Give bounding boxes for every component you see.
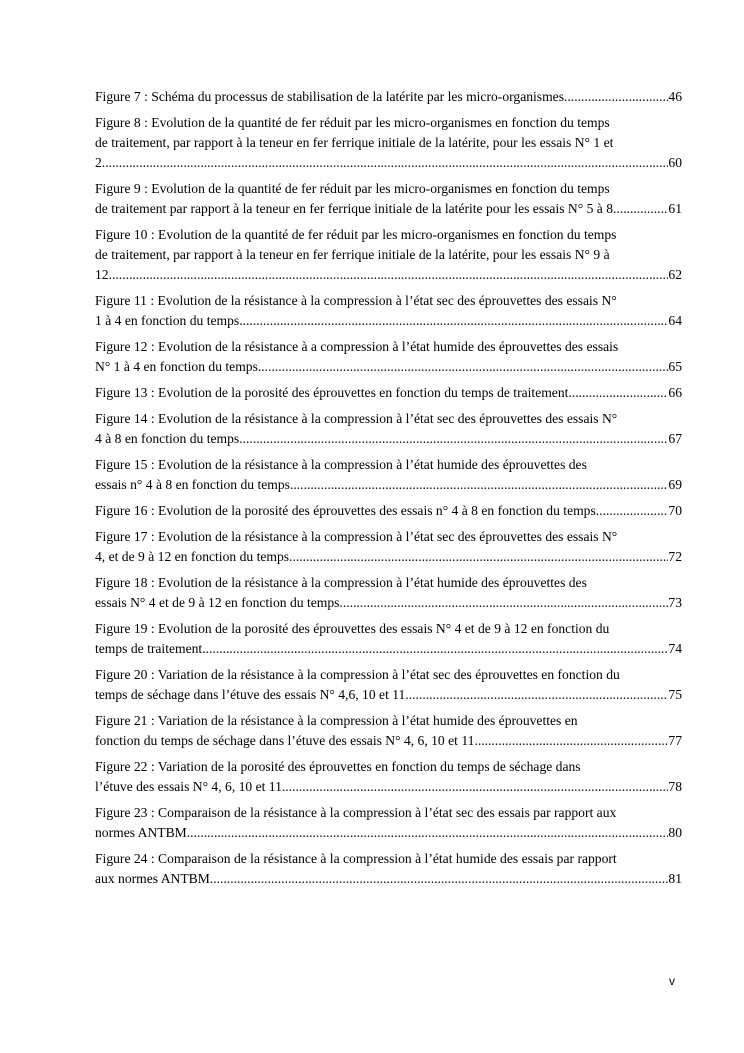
toc-entry[interactable] <box>95 87 682 107</box>
dot-leader <box>568 383 668 403</box>
toc-entry-text: 2. <box>95 155 106 170</box>
page-number: v <box>669 974 675 988</box>
dot-leader <box>258 357 669 377</box>
dot-leader <box>405 685 668 705</box>
dot-leader <box>187 823 669 843</box>
toc-page-number: 75 <box>668 687 682 702</box>
toc-entry-text: Figure 12 : Evolution de la résistance à a compression à l’état humide des éprouvettes des essais <box>95 339 619 354</box>
toc-entry-text: Figure 15 : Evolution de la résistance à la compression à l’état humide des éprouvettes des <box>95 457 587 472</box>
toc-entry[interactable] <box>95 803 682 843</box>
dot-leader <box>289 547 668 567</box>
dot-leader <box>290 475 668 495</box>
list-of-figures <box>95 87 682 895</box>
toc-page-number: 77 <box>668 733 682 748</box>
toc-entry-text: de traitement par rapport à la teneur en fer ferrique initiale de la latérite pour les essais N° 5 à 8 <box>95 201 613 216</box>
toc-entry-text: Figure 16 : Evolution de la porosité des éprouvettes des essais n° 4 à 8 en fonction du temps <box>95 503 596 518</box>
toc-page-number: 61 <box>668 201 682 216</box>
toc-entry-text: Figure 19 : Evolution de la porosité des éprouvettes des essais N° 4 et de 9 à 12 en fonction du <box>95 621 610 636</box>
toc-page-number: 70 <box>668 503 682 518</box>
dot-leader <box>474 731 668 751</box>
toc-entry-text: 4 à 8 en fonction du temps <box>95 431 240 446</box>
toc-entry-text: temps de séchage dans l’étuve des essais N° 4,6, 10 et 11 <box>95 687 406 702</box>
toc-entry-text: Figure 18 : Evolution de la résistance à la compression à l’état humide des éprouvettes des <box>95 575 587 590</box>
toc-entry-text: essais n° 4 à 8 en fonction du temps <box>95 477 290 492</box>
toc-entry-text: Figure 13 : Evolution de la porosité des éprouvettes en fonction du temps de traitement <box>95 385 569 400</box>
toc-entry[interactable] <box>95 337 682 377</box>
toc-entry[interactable] <box>95 665 682 705</box>
toc-entry-text: Figure 22 : Variation de la porosité des éprouvettes en fonction du temps de séchage dans <box>95 759 581 774</box>
toc-page-number: 66 <box>668 385 682 400</box>
toc-page-number: 62 <box>668 267 682 282</box>
dot-leader <box>613 199 668 219</box>
toc-page-number: 81 <box>668 871 682 886</box>
toc-entry-text: Figure 23 : Comparaison de la résistance à la compression à l’état sec des essais par rapport aux <box>95 805 617 820</box>
toc-entry-text: essais N° 4 et de 9 à 12 en fonction du temps <box>95 595 340 610</box>
toc-entry[interactable] <box>95 455 682 495</box>
toc-entry[interactable] <box>95 527 682 567</box>
toc-page-number: 74 <box>668 641 682 656</box>
toc-entry-text: Figure 20 : Variation de la résistance à la compression à l’état sec des éprouvettes en fonction du <box>95 667 620 682</box>
toc-entry-text: de traitement, par rapport à la teneur en fer ferrique initiale de la latérite, pour les essais N° 9 à <box>95 247 610 262</box>
toc-entry[interactable] <box>95 409 682 449</box>
toc-entry[interactable] <box>95 113 682 173</box>
dot-leader <box>596 501 669 521</box>
toc-entry-text: Figure 11 : Evolution de la résistance à la compression à l’état sec des éprouvettes des essais N° <box>95 293 617 308</box>
toc-entry-text: fonction du temps de séchage dans l’étuve des essais N° 4, 6, 10 et 11 <box>95 733 475 748</box>
toc-entry-text: Figure 10 : Evolution de la quantité de fer réduit par les micro-organismes en fonction du temps <box>95 227 617 242</box>
toc-page-number: 72 <box>668 549 682 564</box>
toc-page-number: 78 <box>668 779 682 794</box>
toc-entry-text: Figure 8 : Evolution de la quantité de fer réduit par les micro-organismes en fonction du temps <box>95 115 610 130</box>
toc-page-number: 67 <box>668 431 682 446</box>
toc-entry[interactable] <box>95 501 682 521</box>
toc-entry-text: N° 1 à 4 en fonction du temps <box>95 359 258 374</box>
toc-entry[interactable] <box>95 757 682 797</box>
toc-entry[interactable] <box>95 619 682 659</box>
toc-page-number: 69 <box>668 477 682 492</box>
dot-leader <box>210 869 669 889</box>
dot-leader <box>282 777 669 797</box>
toc-page-number: 65 <box>668 359 682 374</box>
toc-entry-text: 1 à 4 en fonction du temps <box>95 313 240 328</box>
dot-leader <box>109 265 669 285</box>
toc-page-number: 80 <box>668 825 682 840</box>
toc-entry-text: Figure 24 : Comparaison de la résistance à la compression à l’état humide des essais par rapport <box>95 851 617 866</box>
dot-leader <box>239 311 668 331</box>
toc-page-number: 73 <box>668 595 682 610</box>
dot-leader <box>105 153 668 173</box>
toc-entry[interactable] <box>95 849 682 889</box>
toc-page-number: 46 <box>668 89 682 104</box>
toc-entry-text: aux normes ANTBM <box>95 871 210 886</box>
toc-entry-text: l’étuve des essais N° 4, 6, 10 et 11 <box>95 779 282 794</box>
toc-entry-text: Figure 9 : Evolution de la quantité de fer réduit par les micro-organismes en fonction du temps <box>95 181 610 196</box>
toc-entry[interactable] <box>95 225 682 285</box>
dot-leader <box>564 87 668 107</box>
dot-leader <box>239 429 668 449</box>
toc-entry-text: Figure 17 : Evolution de la résistance à la compression à l’état sec des éprouvettes des essais N° <box>95 529 618 544</box>
toc-entry[interactable] <box>95 711 682 751</box>
dot-leader <box>339 593 668 613</box>
toc-entry-text: Figure 21 : Variation de la résistance à la compression à l’état humide des éprouvettes en <box>95 713 578 728</box>
toc-entry[interactable] <box>95 291 682 331</box>
toc-entry[interactable] <box>95 573 682 613</box>
toc-page-number: 60 <box>668 155 682 170</box>
toc-entry-text: Figure 7 : Schéma du processus de stabilisation de la latérite par les micro-organismes <box>95 89 564 104</box>
toc-entry-text: de traitement, par rapport à la teneur en fer ferrique initiale de la latérite, pour les essais N° 1 et <box>95 135 614 150</box>
toc-entry-text: temps de traitement <box>95 641 203 656</box>
toc-entry-text: 4, et de 9 à 12 en fonction du temps <box>95 549 290 564</box>
toc-entry-text: 12 <box>95 267 109 282</box>
toc-entry[interactable] <box>95 383 682 403</box>
dot-leader <box>202 639 668 659</box>
toc-entry-text: Figure 14 : Evolution de la résistance à la compression à l’état sec des éprouvettes des essais N° <box>95 411 618 426</box>
toc-page-number: 64 <box>668 313 682 328</box>
toc-entry-text: normes ANTBM <box>95 825 187 840</box>
toc-entry[interactable] <box>95 179 682 219</box>
